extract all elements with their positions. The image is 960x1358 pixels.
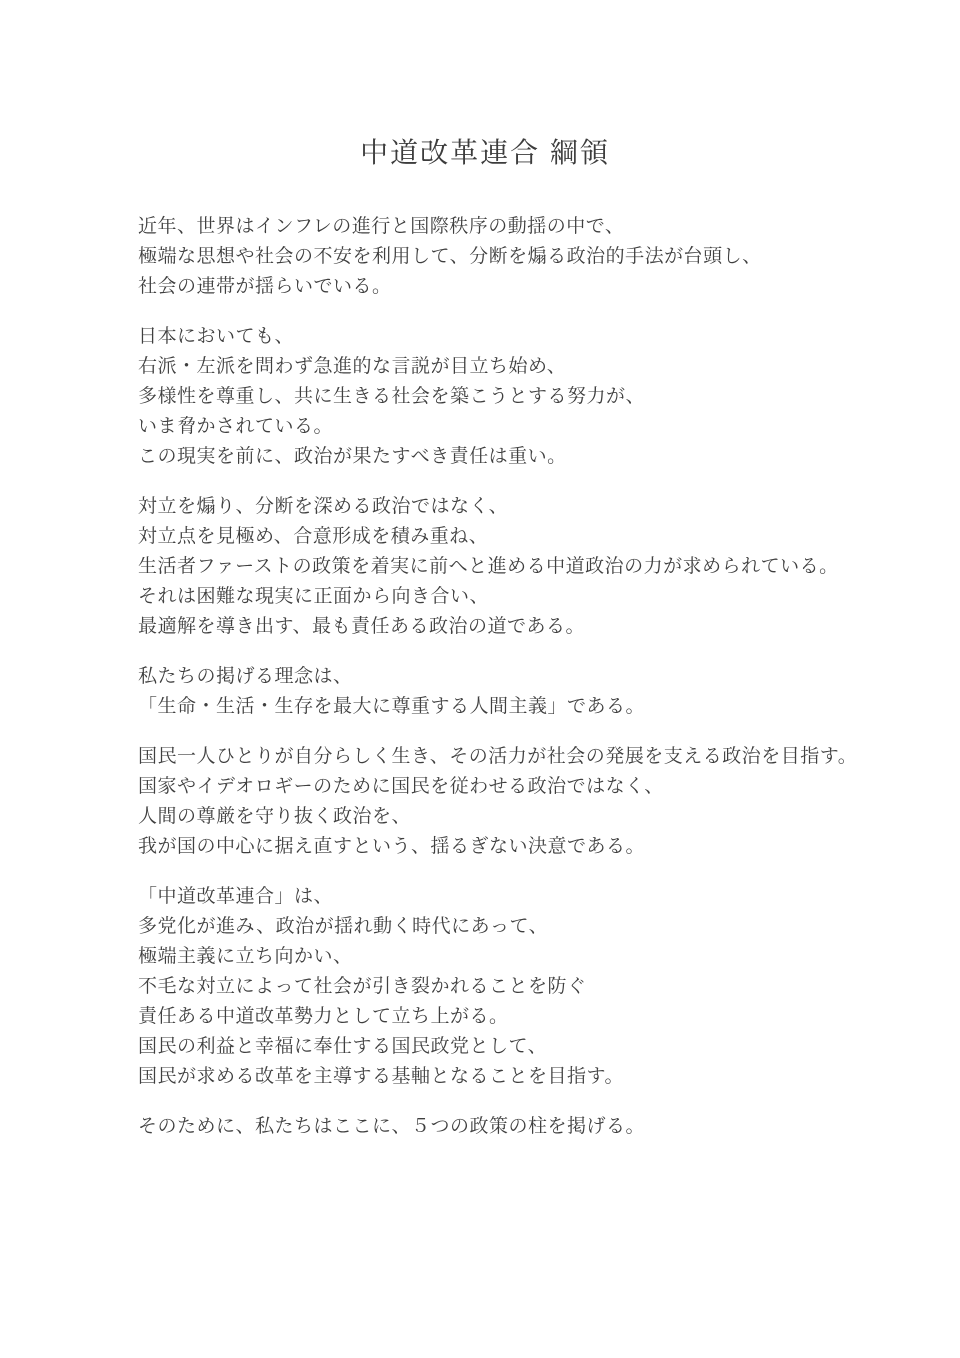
- paragraph: [138, 212, 832, 302]
- text-line: 国民一人ひとりが自分らしく生き、その活力が社会の発展を支える政治を目指す。: [138, 746, 858, 767]
- paragraph: [138, 322, 832, 472]
- paragraph: [138, 1112, 832, 1142]
- text-line: 極端主義に立ち向かい、: [138, 946, 353, 967]
- text-line: いま脅かされている。: [138, 416, 334, 437]
- text-line: 生活者ファーストの政策を着実に前へと進める中道政治の力が求められている。: [138, 556, 839, 577]
- document-body: [138, 212, 858, 1142]
- text-line: そのために、私たちはここに、５つの政策の柱を掲げる。: [138, 1116, 646, 1137]
- text-line: 最適解を導き出す、最も責任ある政治の道である。: [138, 616, 585, 637]
- text-line: 不毛な対立によって社会が引き裂かれることを防ぐ: [138, 976, 587, 997]
- paragraph: [138, 882, 832, 1092]
- text-line: 極端な思想や社会の不安を利用して、分断を煽る政治的手法が台頭し、: [138, 246, 762, 267]
- paragraph: [138, 742, 858, 862]
- text-line: 「生命・生活・生存を最大に尊重する人間主義」である。: [138, 696, 646, 717]
- text-line: 責任ある中道改革勢力として立ち上がる。: [138, 1006, 509, 1027]
- text-line: 多党化が進み、政治が揺れ動く時代にあって、: [138, 916, 549, 937]
- text-line: 右派・左派を問わず急進的な言説が目立ち始め、: [138, 356, 567, 377]
- text-line: 近年、世界はインフレの進行と国際秩序の動揺の中で、: [138, 216, 625, 237]
- paragraph: [138, 492, 839, 642]
- document-title: 中道改革連合 綱領: [360, 137, 610, 168]
- text-line: 国家やイデオロギーのために国民を従わせる政治ではなく、: [138, 776, 664, 797]
- text-line: 人間の尊厳を守り抜く政治を、: [138, 806, 412, 827]
- text-line: それは困難な現実に正面から向き合い、: [138, 586, 490, 607]
- paragraph: [138, 662, 832, 722]
- text-line: 「中道改革連合」は、: [138, 886, 334, 907]
- text-line: 社会の連帯が揺らいでいる。: [138, 276, 392, 297]
- text-line: 国民が求める改革を主導する基軸となることを目指す。: [138, 1066, 624, 1087]
- text-line: 対立点を見極め、合意形成を積み重ね、: [138, 526, 489, 547]
- text-line: 国民の利益と幸福に奉仕する国民政党として、: [138, 1036, 548, 1057]
- text-line: 私たちの掲げる理念は、: [138, 666, 353, 687]
- text-line: 多様性を尊重し、共に生きる社会を築こうとする努力が、: [138, 386, 646, 407]
- text-line: 対立を煽り、分断を深める政治ではなく、: [138, 496, 509, 517]
- text-line: この現実を前に、政治が果たすべき責任は重い。: [138, 446, 567, 467]
- text-line: 我が国の中心に据え直すという、揺るぎない決意である。: [138, 836, 646, 857]
- text-line: 日本においても、: [138, 326, 295, 347]
